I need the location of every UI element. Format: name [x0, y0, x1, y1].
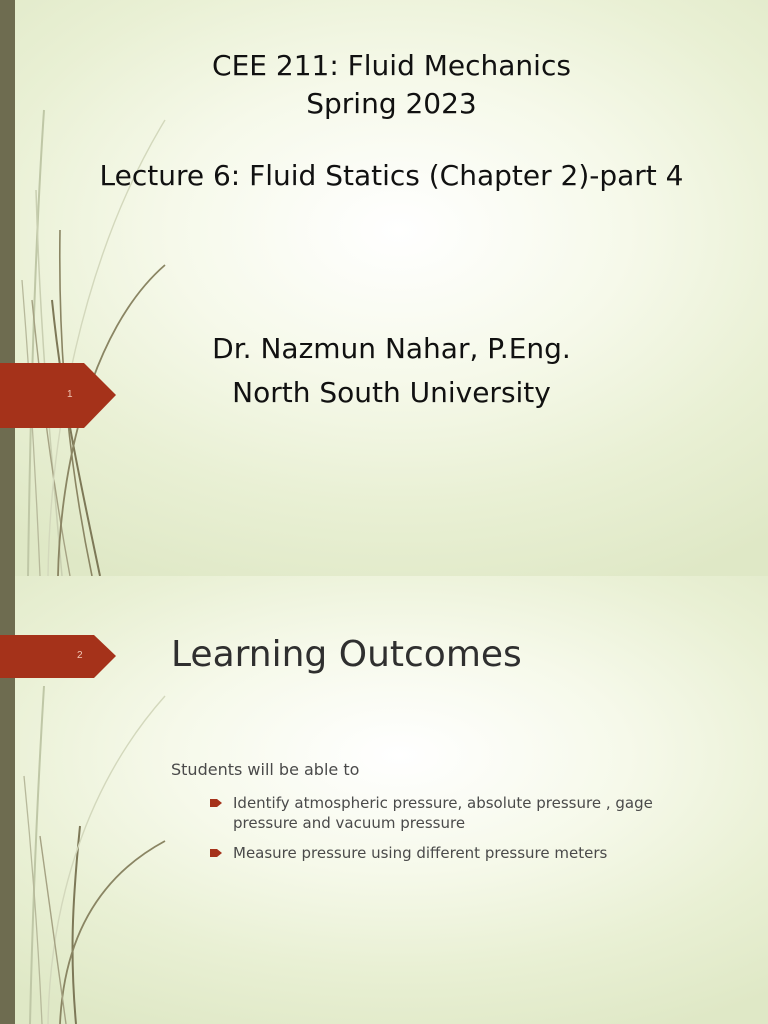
slide-heading: Learning Outcomes: [171, 634, 522, 675]
intro-text: Students will be able to: [171, 760, 360, 779]
course-title-line: CEE 211: Fluid Mechanics: [212, 49, 571, 82]
learning-outcomes-slide: [0, 576, 768, 1024]
arrow-bullet-icon: [210, 798, 222, 808]
semester-line: Spring 2023: [306, 87, 477, 120]
lecture-title: Lecture 6: Fluid Statics (Chapter 2)-part 4: [99, 159, 684, 192]
slide-number: 2: [77, 650, 83, 661]
author-name: Dr. Nazmun Nahar, P.Eng.: [212, 332, 571, 365]
course-title: [15, 47, 768, 123]
bullet-text: Identify atmospheric pressure, absolute pressure , gage pressure and vacuum pressure: [233, 794, 653, 832]
arrow-bullet-icon: [210, 848, 222, 858]
number-tab-arrow-icon: [0, 635, 116, 678]
bullet-text: Measure pressure using different pressure meters: [233, 844, 608, 862]
outcome-list: [210, 793, 710, 873]
list-item: [210, 793, 710, 833]
institution-name: North South University: [232, 376, 551, 409]
slide-number: 1: [67, 389, 73, 400]
author-block: [15, 327, 768, 415]
list-item: [210, 843, 710, 863]
slide-number-tab: [0, 635, 116, 678]
